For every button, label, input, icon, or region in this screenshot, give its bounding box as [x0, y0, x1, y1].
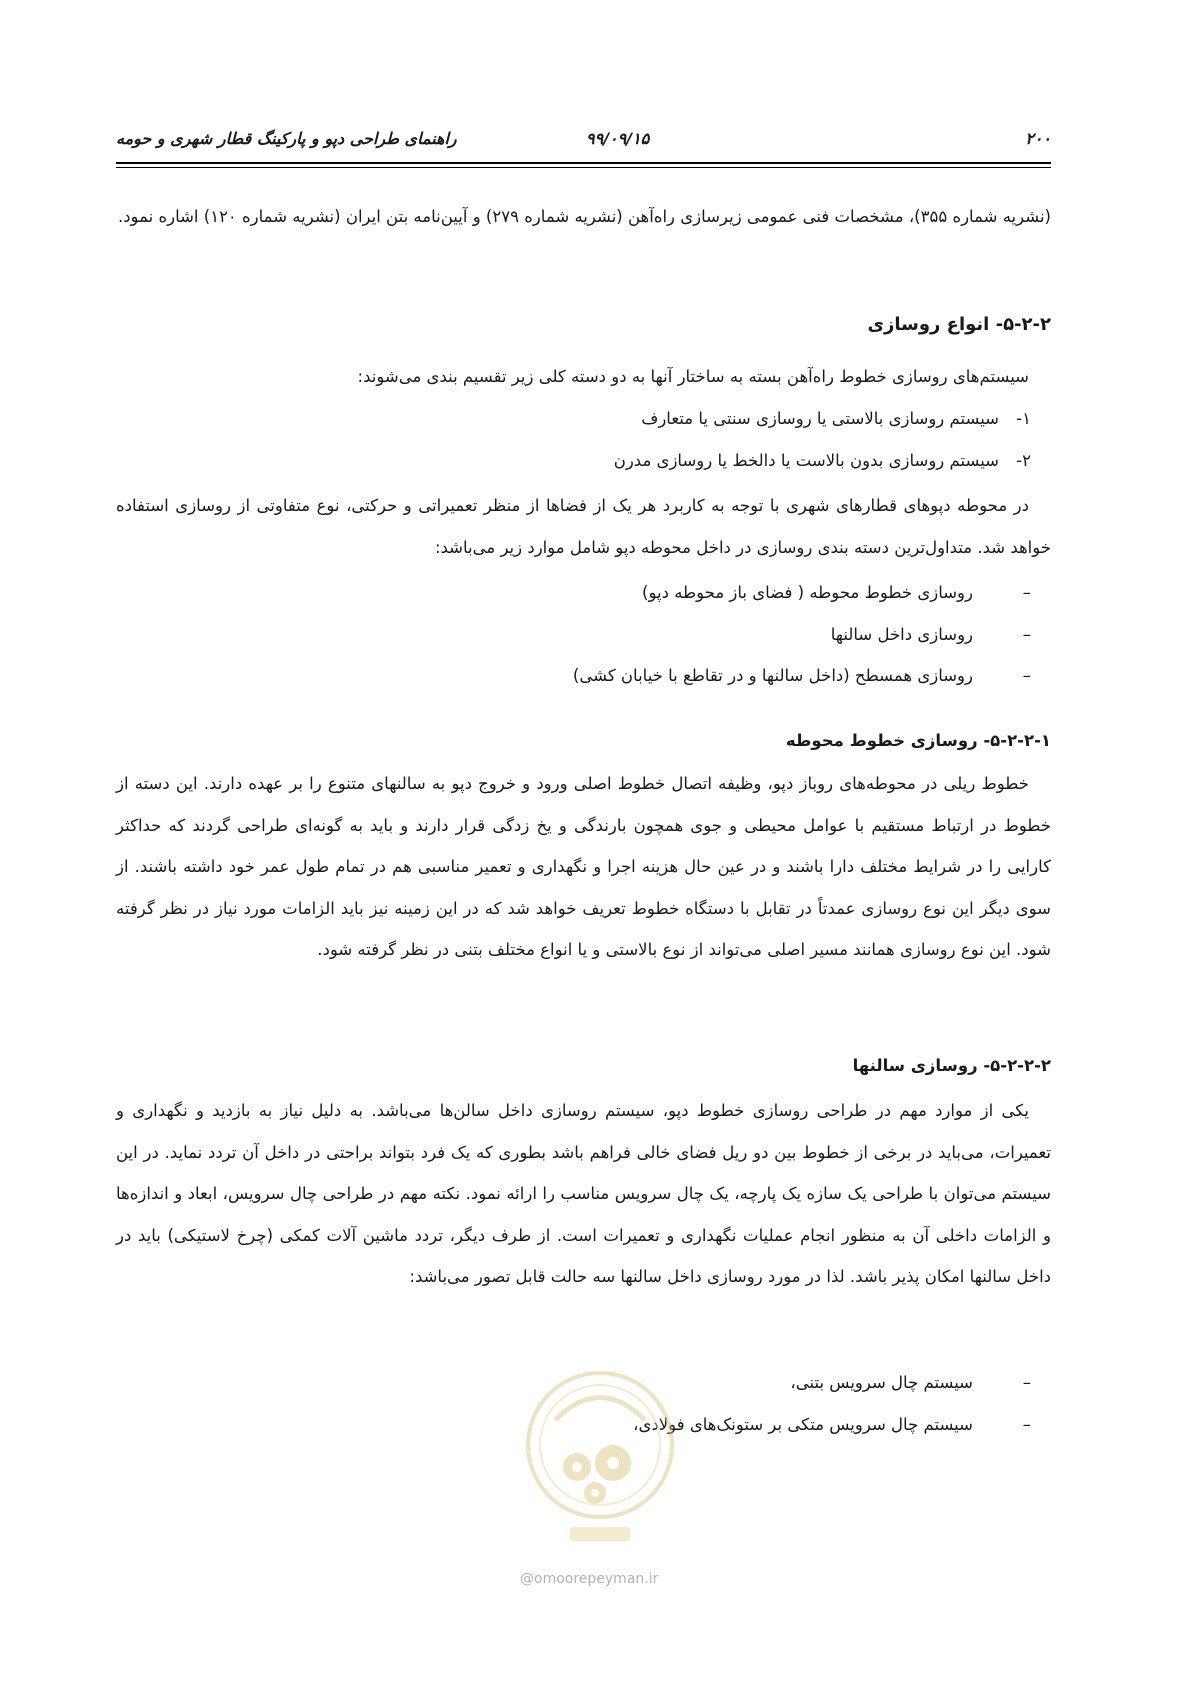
section-intro: سیستم‌های روسازی خطوط راه‌آهن بسته به ساختار آنها به دو دسته کلی زیر تقسیم بندی می‌شوند: — [357, 367, 1029, 386]
header-rule-thin — [116, 167, 1051, 168]
intro-paragraph: (نشریه شماره ۳۵۵)، مشخصات فنی عمومی زیرسازی راه‌آهن (نشریه شماره ۲۷۹) و آیین‌نامه بتن ایران (نشریه شماره ۱۲۰) اشاره نمود. — [117, 207, 1051, 226]
list-item — [614, 440, 1031, 482]
subsection-1-heading: ۵-۲-۲-۱- روسازی خطوط محوطه — [785, 731, 1051, 750]
list-dash: – — [1022, 1373, 1031, 1392]
list-item — [573, 655, 1031, 697]
numbered-list — [614, 398, 1031, 481]
list-item — [573, 572, 1031, 614]
gear-seal-logo-icon — [515, 1355, 685, 1560]
list-item-text: سیستم چال سرویس بتنی، — [790, 1373, 973, 1392]
list-item-text: سیستم چال سرویس متکی بر ستونک‌های فولادی، — [633, 1414, 973, 1434]
list-dash: – — [1022, 666, 1031, 685]
depot-paragraph: در محوطه دپوهای قطارهای شهری با توجه به کاربرد هر یک از فضاها از منظر تعمیراتی و حرکتی، نوع متفاوتی از روسازی استفاده خواهد شد. متداول‌ترین دسته بندی روسازی در داخل محوطه دپو شامل موارد زیر می‌باشد: — [116, 496, 1051, 557]
header-rule-thick — [116, 162, 1051, 164]
subsection-2-heading: ۵-۲-۲-۲- روسازی سالنها — [852, 1056, 1051, 1075]
header-title: راهنمای طراحی دپو و پارکینگ قطار شهری و حومه — [116, 129, 457, 148]
list-item — [573, 614, 1031, 656]
page-number: ۲۰۰ — [1025, 129, 1051, 148]
list-number: ۲- — [1016, 450, 1031, 470]
list-item-text: سیستم روسازی بالاستی یا روسازی سنتی یا متعارف — [641, 409, 999, 428]
dash-list — [573, 572, 1031, 697]
list-item-text: سیستم روسازی بدون بالاست یا دالخط یا روسازی مدرن — [613, 450, 999, 470]
list-item — [633, 1362, 1031, 1404]
list-number: ۱- — [1016, 409, 1031, 428]
watermark-url: @omoorepeyman.ir — [520, 1571, 659, 1587]
page-header — [116, 127, 1051, 153]
subsection-2-paragraph: یکی از موارد مهم در طراحی روسازی خطوط دپو، سیستم روسازی داخل سالن‌ها می‌باشد. به دلیل نیاز به بازدید و نگهداری و تعمیرات، می‌باید در برخی از خطوط بین دو ریل فضای خالی فراهم باشد بطوری که یک فرد بتواند براحتی در داخل آن تردد نماید. در این سیستم می‌توان با طراحی یک سازه یک پارچه، یک چال سرویس مناسب را ارائه نمود. نکته مهم در طراحی چال سرویس، ابعاد و اندازه‌ها و الزامات داخلی آن به منظور انجام عملیات نگهداری و تعمیرات است. از طرف دیگر، تردد ماشین آلات کمکی (چرخ لاستیکی) باید در داخل سالنها امکان پذیر باشد. لذا در مورد روسازی داخل سالنها سه حالت قابل تصور می‌باشد: — [116, 1101, 1051, 1286]
list-item-text: روسازی داخل سالنها — [830, 624, 973, 644]
list-item — [614, 398, 1031, 440]
dash-list-2 — [633, 1362, 1031, 1445]
list-item-text: روسازی همسطح (داخل سالنها و در تقاطع با خیابان کشی) — [572, 666, 973, 685]
list-dash: – — [1022, 1414, 1031, 1434]
list-item-text: روسازی خطوط محوطه ( فضای باز محوطه دپو) — [642, 583, 973, 602]
header-date: ۹۹/۰۹/۱۵ — [586, 129, 650, 148]
list-dash: – — [1022, 624, 1031, 644]
section-heading: ۵-۲-۲- انواع روسازی — [867, 314, 1051, 335]
list-dash: – — [1022, 583, 1031, 602]
subsection-1-paragraph: خطوط ریلی در محوطه‌های روباز دپو، وظیفه اتصال خطوط اصلی ورود و خروج دپو به سالنهای متنوع را بر عهده دارند. این دسته از خطوط در ارتباط مستقیم با عوامل محیطی و جوی همچون بارندگی و یخ زدگی قرار دارند و باید به گونه‌ای طراحی گردند که حداکثر کارایی را در شرایط مختلف دارا باشند و در عین حال هزینه اجرا و نگهداری و تعمیر مناسبی هم در تمام طول عمر خود داشته باشند. از سوی دیگر این نوع روسازی عمدتاً در تقابل با دستگاه خطوط تعریف خواهد شد که در این زمینه نیز باید الزامات مورد نیاز در نظر گرفته شود. این نوع روسازی همانند مسیر اصلی می‌تواند از نوع بالاستی و یا انواع مختلف بتنی در نظر گرفته شود. — [116, 774, 1051, 959]
list-item — [633, 1404, 1031, 1446]
